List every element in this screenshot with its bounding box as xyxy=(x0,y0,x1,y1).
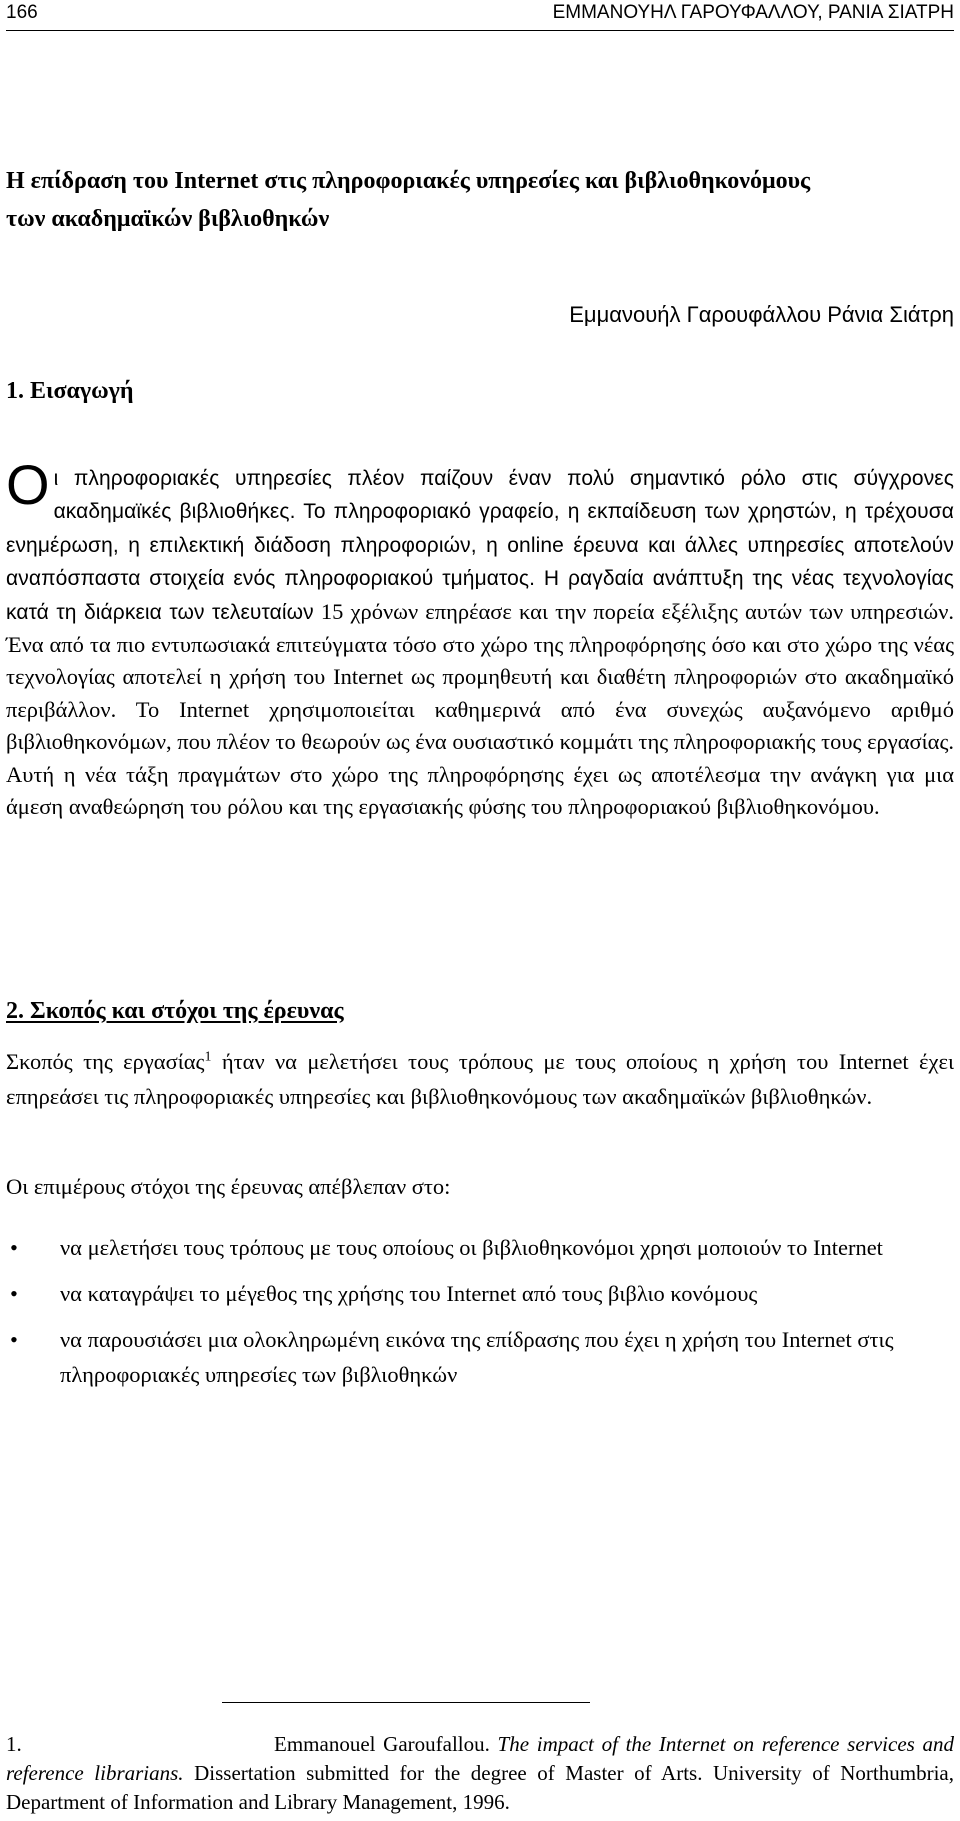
running-authors: ΕΜΜΑΝΟΥΗΛ ΓΑΡΟΥΦΑΛΛΟΥ, ΡΑΝΙΑ ΣΙΑΤΡΗ xyxy=(552,2,954,23)
page-number: 166 xyxy=(6,2,38,23)
introduction-text-serif: 15 χρόνων επηρέασε και την πορεία εξέλιξης αυτών των υπηρεσιών. Ένα από τα πιο εντυπωσιακά επιτεύγματα τόσο στο χώρο της πληροφόρησης όσο και στο χώρο της νέας τεχνολογίας αποτελεί η χρήση του Internet ως προμηθευτή και διαθέτη πληροφοριών στο ακαδημαϊκό περιβάλλον. Το Internet χρησιμοποιείται καθημερινά από ένα συνεχώς αυξανόμενο αριθμό βιβλιοθηκονόμων, που πλέον το θεωρούν ως ένα ουσιαστικό κομμάτι της πληροφοριακής τους εργασίας. Αυτή η νέα τάξη πραγμάτων στο χώρο της πληροφόρησης έχει ως αποτέλεσμα την ανάγκη για μια άμεση αναθεώρηση του ρόλου και της εργασιακής φύσης του πληροφοριακού βιβλιοθηκονόμου. xyxy=(6,598,954,820)
objectives-intro: Οι επιμέρους στόχοι της έρευνας απέβλεπαν στο: xyxy=(6,1174,451,1199)
aims-paragraph xyxy=(6,1044,954,1114)
footnote-title: The impact of the Internet on reference services and reference librarians. xyxy=(6,1732,955,1785)
list-item xyxy=(6,1230,954,1265)
objective-text: να παρουσιάσει μια ολοκληρωμένη εικόνα της επίδρασης που έχει η χρήση του Internet στις πληροφοριακές υπηρεσίες των βιβλιοθηκών xyxy=(60,1327,894,1387)
list-item xyxy=(6,1276,954,1311)
footnote-details: Dissertation submitted for the degree of Master of Arts. University of Northumbria, Department of Information and Library Management, 1996. xyxy=(6,1761,954,1814)
footnote-number: 1. xyxy=(6,1732,22,1756)
objective-text: να μελετήσει τους τρόπους με τους οποίους οι βιβλιοθηκονόμοι χρησι μοποιούν το Internet xyxy=(60,1235,883,1260)
list-item xyxy=(6,1322,954,1392)
bullet-icon: • xyxy=(10,1327,18,1352)
footnote-reference[interactable]: 1 xyxy=(204,1049,212,1065)
aims-text-start: Σκοπός της εργασίας xyxy=(6,1049,205,1074)
objective-text: να καταγράψει το μέγεθος της χρήσης του Internet από τους βιβλιο κονόμους xyxy=(60,1281,758,1306)
footnote-divider xyxy=(222,1702,590,1703)
objectives-list xyxy=(6,1230,954,1403)
running-header xyxy=(6,0,954,31)
section-heading-introduction: 1. Εισαγωγή xyxy=(6,378,134,404)
article-title-line2: των ακαδημαϊκών βιβλιοθηκών xyxy=(6,206,330,232)
article-title xyxy=(6,162,946,238)
introduction-paragraph xyxy=(6,453,954,823)
footnote-author: Emmanouel Garoufallou. xyxy=(274,1732,490,1756)
drop-cap: Ο xyxy=(6,453,50,516)
section-heading-aims: 2. Σκοπός και στόχοι της έρευνας xyxy=(6,998,344,1024)
bullet-icon: • xyxy=(10,1281,18,1306)
author-byline: Εμμανουήλ Γαρουφάλλου Ράνια Σιάτρη xyxy=(569,302,954,327)
introduction-text-sans: ι πληροφοριακές υπηρεσίες πλέον παίζουν έναν πολύ σημαντικό ρόλο στις σύγχρονες ακαδημαϊκές βιβλιοθήκες. Το πληροφοριακό γραφείο, η εκπαίδευση των χρηστών, η τρέχουσα ενημέρωση, η επιλεκτική διάδοση πληροφοριών, η online έρευνα και άλλες υπηρεσίες αποτελούν αναπόσπαστα στοιχεία ενός πληροφοριακού τμήματος. Η ραγδαία ανάπτυξη της νέας τεχνολογίας κατά τη διάρκεια των τελευταίων xyxy=(6,467,954,624)
aims-text-end: ήταν να μελετήσει τους τρόπους με τους οποίους η χρήση του Internet έχει επηρεάσει τις πληροφοριακές υπηρεσίες και βιβλιοθηκονόμους των ακαδημαϊκών βιβλιοθηκών. xyxy=(6,1049,954,1109)
bullet-icon: • xyxy=(10,1235,18,1260)
footnote xyxy=(6,1730,954,1817)
article-title-line1: Η επίδραση του Internet στις πληροφοριακές υπηρεσίες και βιβλιοθηκονόμους xyxy=(6,168,811,194)
